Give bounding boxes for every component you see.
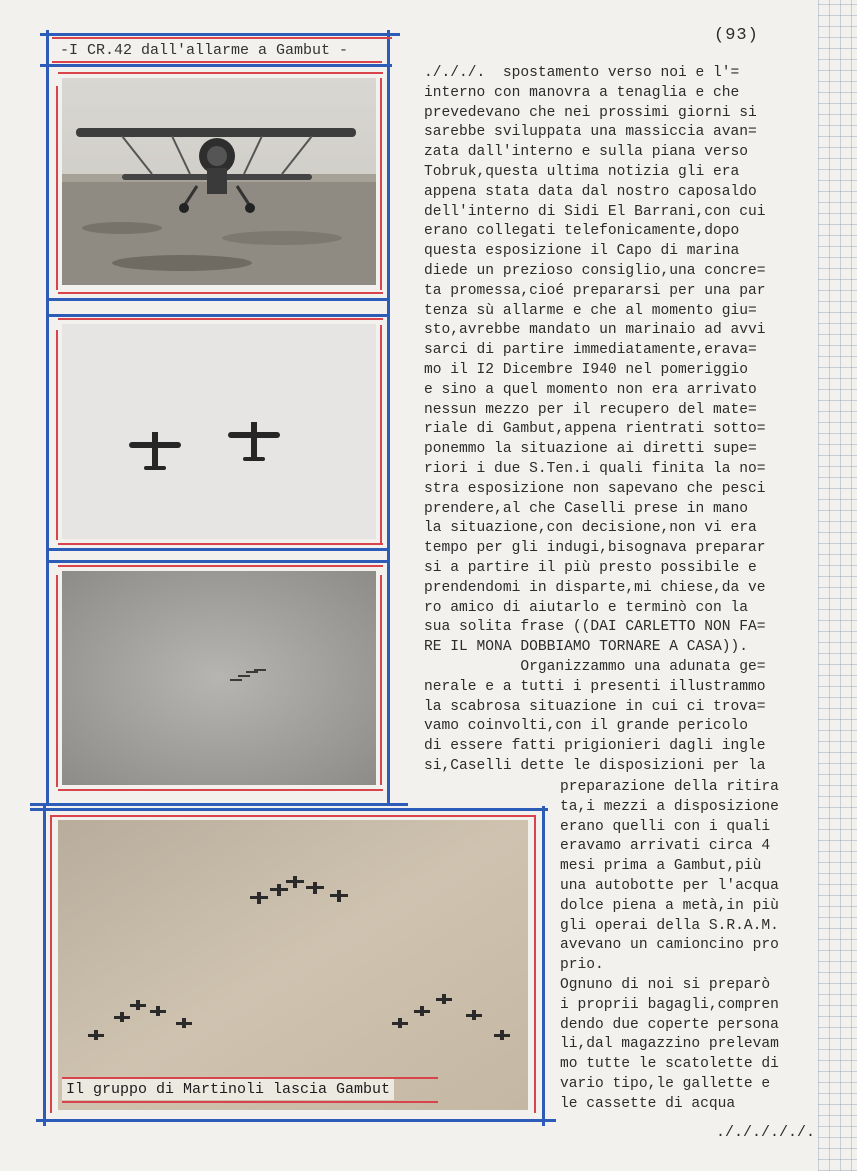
text-line: eravamo arrivati circa 4	[560, 838, 771, 855]
text-line: vario tipo,le gallette e	[560, 1075, 771, 1092]
text-line: tempo per gli indugi,bisognava preparar	[424, 540, 766, 557]
frame-line	[40, 64, 392, 67]
text-line: i proprii bagagli,compren	[560, 996, 779, 1013]
text-line: si,Caselli dette le disposizioni per la	[424, 757, 766, 774]
text-line: erano collegati telefonicamente,dopo	[424, 223, 740, 240]
text-line: tenza sù allarme e che al momento giu=	[424, 302, 757, 319]
frame-line-red	[50, 815, 52, 1113]
text-line: ./././. spostamento verso noi e l'=	[424, 65, 740, 81]
text-line: RE IL MONA DOBBIAMO TORNARE A CASA)).	[424, 639, 749, 656]
text-line: avevano un camioncino pro	[560, 937, 779, 954]
text-line: questa esposizione il Capo di marina	[424, 243, 740, 260]
text-line: prendendomi in disparte,mi chiese,da ve	[424, 579, 766, 596]
text-line: nessun mezzo per il recupero del mate=	[424, 401, 757, 418]
text-line: li,dal magazzino prelevam	[560, 1036, 779, 1053]
frame-line-red	[380, 575, 382, 785]
text-line: le cassette di acqua	[560, 1095, 736, 1112]
text-line: erano quelli con i quali	[560, 818, 771, 835]
frame-line-red	[58, 318, 383, 320]
frame-line-red	[58, 292, 383, 294]
frame-line	[46, 548, 390, 551]
frame-line	[36, 1119, 556, 1122]
text-line: la scabrosa situazione in cui ci trova=	[424, 698, 766, 715]
text-line: sarci di partire immediatamente,erava=	[424, 342, 757, 359]
text-line: mo il I2 Dicembre I940 nel pomeriggio	[424, 361, 749, 378]
text-line: zata dall'interno e sulla piana verso	[424, 144, 749, 161]
frame-line	[387, 30, 390, 804]
main-text	[424, 64, 824, 777]
photo-biplane-ground	[62, 78, 376, 285]
text-line: si a partire il più presto possibile e	[424, 559, 757, 576]
frame-line-red	[58, 543, 383, 545]
text-line: riori i due S.Ten.i quali finita la no=	[424, 460, 766, 477]
frame-line	[542, 806, 545, 1126]
frame-line	[40, 33, 400, 36]
top-caption: -I CR.42 dall'allarme a Gambut -	[60, 42, 349, 59]
text-line: gli operai della S.R.A.M.	[560, 917, 779, 934]
frame-line-red	[380, 78, 382, 290]
frame-line	[46, 298, 390, 301]
frame-line-red	[56, 86, 58, 290]
side-text	[560, 778, 822, 1115]
text-line: ponemmo la situazione ai diretti supe=	[424, 441, 757, 458]
end-mark: ./././././.	[716, 1124, 816, 1141]
frame-line-red	[62, 1077, 438, 1079]
text-line: mo tutte le scatolette di	[560, 1056, 779, 1073]
frame-line	[46, 560, 390, 563]
frame-line	[46, 30, 49, 804]
text-line: nerale e a tutti i presenti illustrammo	[424, 678, 766, 695]
frame-line	[46, 314, 390, 317]
frame-line-red	[58, 789, 383, 791]
text-line: Ognuno di noi si preparò	[560, 976, 771, 993]
photo-two-planes-flight	[62, 324, 376, 539]
frame-line	[30, 808, 548, 811]
text-line: ta promessa,cioé prepararsi per una par	[424, 282, 766, 299]
frame-line	[30, 803, 408, 806]
page-number: (93)	[714, 26, 759, 45]
frame-line-red	[52, 61, 382, 63]
text-line: appena stata data dal nostro caposaldo	[424, 183, 757, 200]
frame-line-red	[56, 575, 58, 787]
frame-line-red	[52, 37, 392, 39]
text-line: Organizzammo una adunata ge=	[424, 658, 766, 675]
frame-line-red	[50, 815, 536, 817]
text-line: ta,i mezzi a disposizione	[560, 798, 779, 815]
frame-line-red	[58, 565, 383, 567]
frame-line-red	[62, 1101, 438, 1103]
frame-line-red	[534, 815, 536, 1113]
frame-line-red	[56, 330, 58, 540]
text-line: dell'interno di Sidi El Barrani,con cui	[424, 203, 766, 220]
text-line: di essere fatti prigionieri dagli ingle	[424, 738, 766, 755]
text-line: prendere,al che Caselli prese in mano	[424, 500, 749, 517]
bottom-caption: Il gruppo di Martinoli lascia Gambut	[62, 1079, 394, 1100]
text-line: Tobruk,questa ultima notizia gli era	[424, 163, 740, 180]
text-line: diede un prezioso consiglio,una concre=	[424, 262, 766, 279]
text-line: e sino a quel momento non era arrivato	[424, 381, 757, 398]
text-line: interno con manovra a tenaglia e che	[424, 84, 740, 101]
text-line: ro amico di aiutarlo e terminò con la	[424, 599, 749, 616]
text-line: sto,avrebbe mandato un marinaio ad avvi	[424, 322, 766, 339]
text-line: stra esposizione non sapevano che pesci	[424, 480, 766, 497]
photo-group-formation	[58, 820, 528, 1110]
text-line: dendo due coperte persona	[560, 1016, 779, 1033]
photo-distant-formation	[62, 571, 376, 785]
text-line: vamo coinvolti,con il grande pericolo	[424, 718, 749, 735]
text-line: riale di Gambut,appena rientrati sotto=	[424, 421, 766, 438]
text-line: sarebbe sviluppata una massiccia avan=	[424, 124, 757, 141]
text-line: sua solita frase ((DAI CARLETTO NON FA=	[424, 619, 766, 636]
frame-line-red	[380, 325, 382, 543]
text-line: la situazione,con decisione,non vi era	[424, 520, 757, 537]
text-line: prio.	[560, 957, 604, 974]
text-line: dolce piena a metà,in più	[560, 897, 779, 914]
text-line: una autobotte per l'acqua	[560, 877, 779, 894]
text-line: mesi prima a Gambut,più	[560, 858, 762, 875]
text-line: prevedevano che nei prossimi giorni si	[424, 104, 757, 121]
frame-line-red	[58, 72, 383, 74]
frame-line	[43, 806, 46, 1126]
text-line: preparazione della ritira	[560, 779, 779, 795]
